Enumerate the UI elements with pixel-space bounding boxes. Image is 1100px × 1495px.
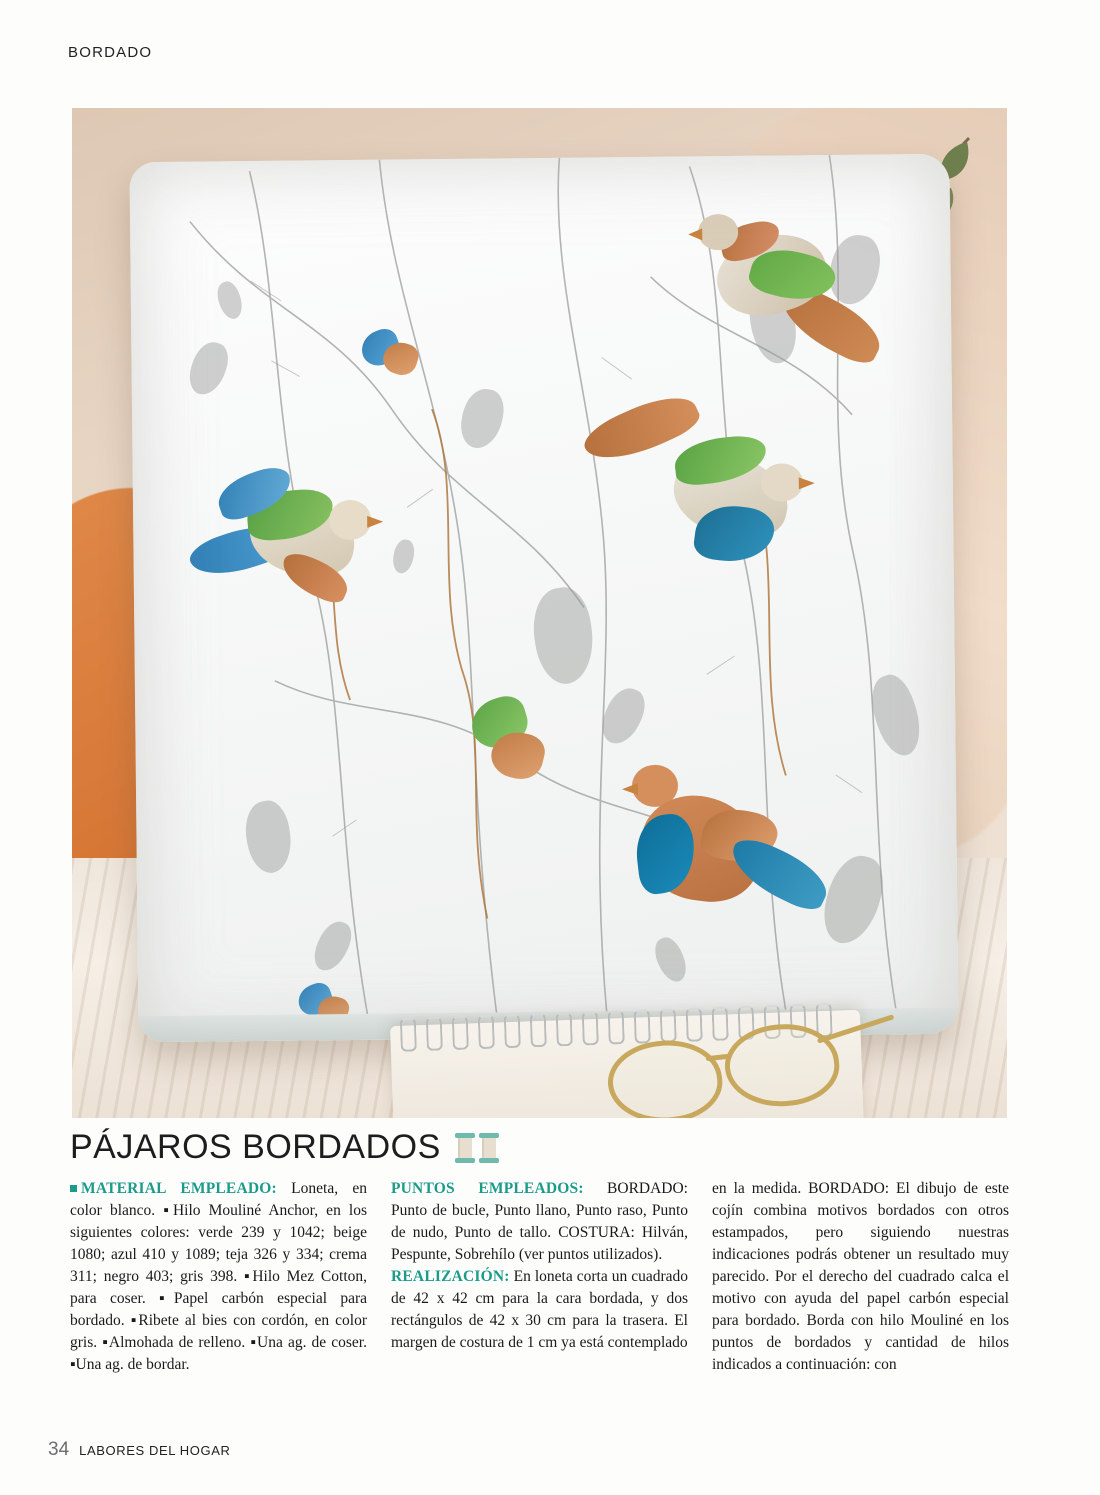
- magazine-name: LABORES DEL HOGAR: [79, 1443, 231, 1458]
- thread-spool-icon: [455, 1133, 499, 1163]
- page-title: PÁJAROS BORDADOS: [70, 1128, 441, 1166]
- paragraph-bordado-continued: en la medida. BORDADO: El dibujo de este cojín combina motivos bordados con otros estampados, pero siguiendo nuestras indicaciones podrás obtener un resultado muy parecido. Por el derecho del cuadrado calca el motivo con ayuda del papel carbón especial para bordado. Borda con hilo Mouliné en los puntos de bordados y cantidad de hilos indicados a continuación: con: [712, 1180, 1009, 1373]
- page-footer: [48, 1439, 230, 1461]
- embroidered-butterfly-middle: [465, 698, 566, 795]
- lead-material: MATERIAL EMPLEADO:: [81, 1180, 277, 1197]
- embroidered-butterfly-top: [361, 324, 432, 385]
- printed-branch-pattern: [129, 154, 958, 1043]
- paragraph-realizacion: [391, 1266, 688, 1354]
- embroidered-bird-center: [602, 395, 834, 607]
- embroidered-butterfly-bottom: [298, 980, 361, 1035]
- text-column-1: [70, 1178, 367, 1376]
- lead-realizacion: REALIZACIÓN:: [391, 1268, 510, 1285]
- embroidered-cushion: [129, 154, 958, 1043]
- body-puntos: BORDADO: Punto de bucle, Punto llano, Punto raso, Punto de nudo, Punto de tallo. COSTURA: Hilván, Pespunte, Sobrehílo (ver puntos utilizados).: [391, 1180, 688, 1263]
- embroidered-bird-left: [192, 449, 414, 641]
- page-number: 34: [48, 1439, 70, 1460]
- body-realizacion: En loneta corta un cuadrado de 42 x 42 cm para la cara bordada, y dos rectángulos de 42 x 30 cm para la trasera. El margen de costura de 1 cm ya está contemplado: [391, 1268, 688, 1351]
- article-title-row: [70, 1128, 499, 1167]
- paragraph-puntos: [391, 1178, 688, 1266]
- bullet-square-icon: [70, 1185, 77, 1192]
- article-columns: [70, 1178, 1010, 1376]
- section-header: BORDADO: [68, 44, 153, 61]
- body-material: Loneta, en color blanco. ▪Hilo Mouliné Anchor, en los siguientes colores: verde 239 y 1042; beige 1080; azul 410 y 1089; teja 326 y 334; crema 311; negro 403; gris 398. ▪Hilo Mez Cotton, para coser. ▪Papel carbón especial para bordado. ▪Ribete al bies con cordón, en color gris. ▪Almohada de relleno. ▪Una ag. de coser. ▪Una ag. de bordar.: [70, 1180, 367, 1373]
- lead-puntos: PUNTOS EMPLEADOS:: [391, 1180, 584, 1197]
- paragraph-material: [70, 1178, 367, 1376]
- text-column-2: [391, 1178, 688, 1376]
- text-column-3: [712, 1178, 1009, 1376]
- main-photo: [72, 108, 1007, 1118]
- embroidered-bird-top-right: [690, 204, 892, 396]
- embroidered-bird-bottom: [606, 755, 838, 987]
